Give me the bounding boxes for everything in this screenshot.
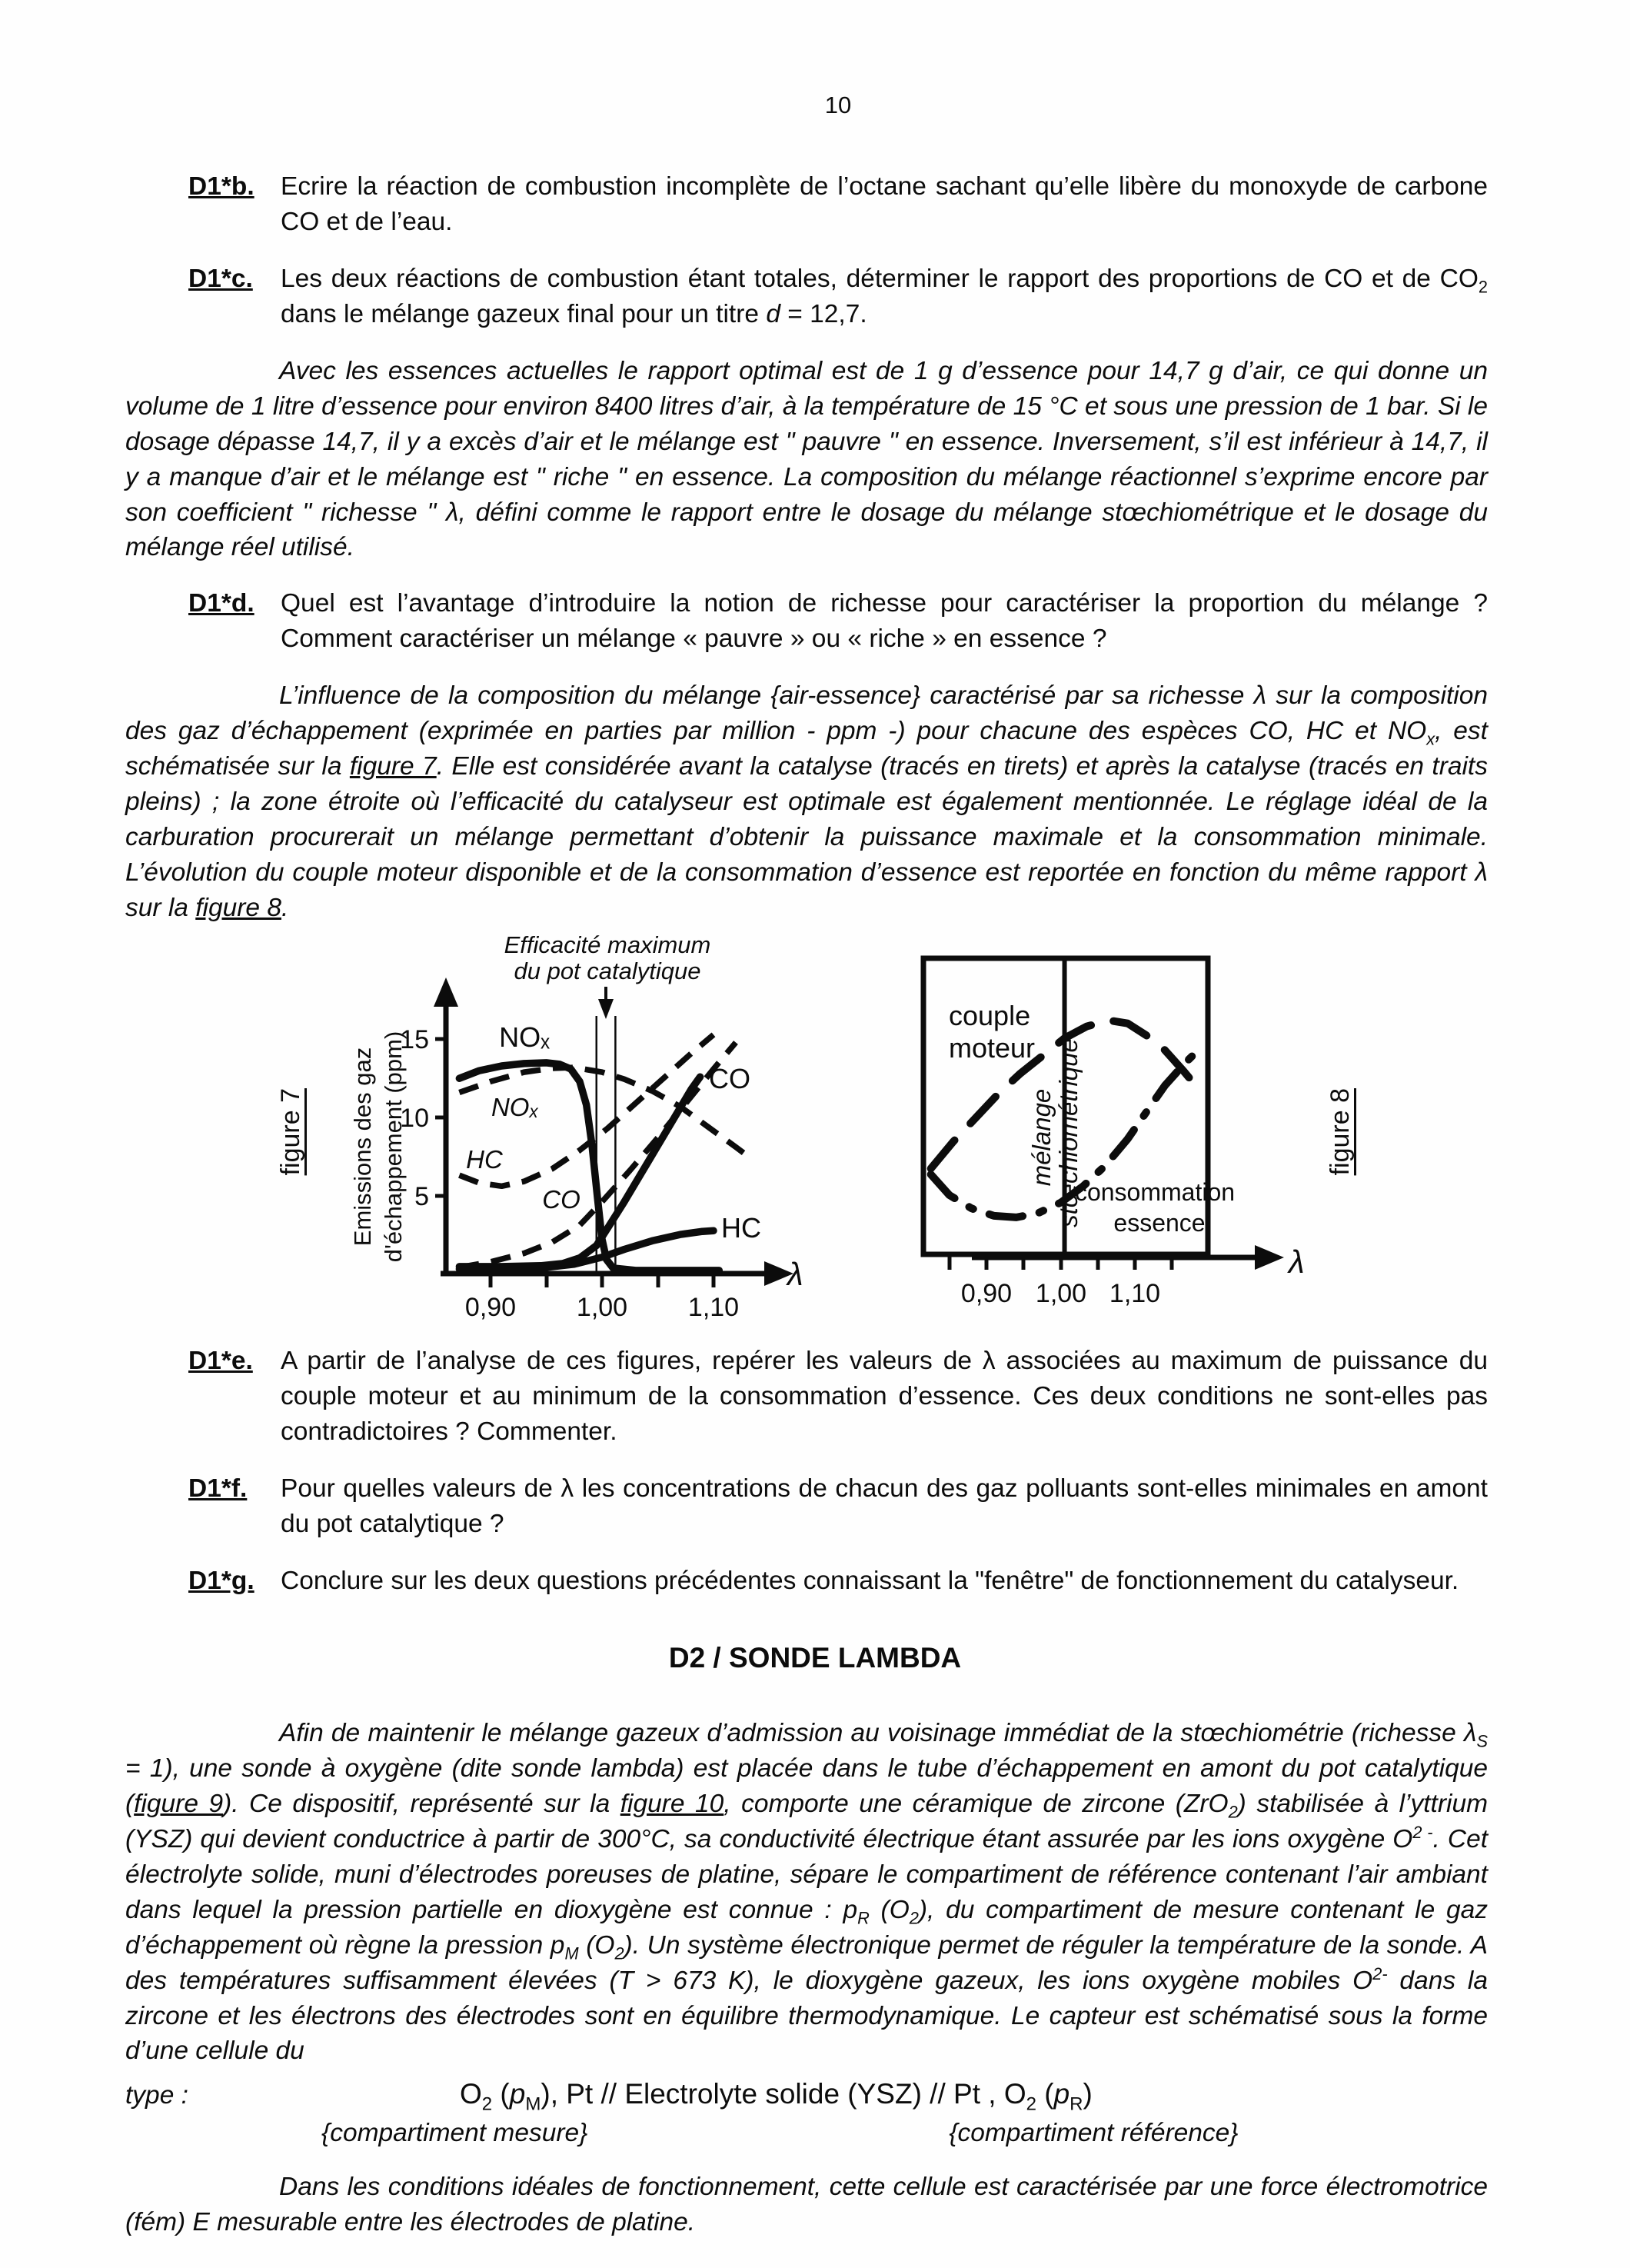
compartment-measure-label: {compartiment mesure} — [321, 2119, 588, 2148]
paragraph-dosage: Avec les essences actuelles le rapport optimal est de 1 g d’essence pour 14,7 g d’air, ce qui donne un volume de 1 litre d’essence pour environ 8400 litres d’air, à la température de 15 °C et sous une pression de 1 bar. Si le dosage dépasse 14,7, il y a excès d’air et le mélange est " pauvre " en essence. Inversement, s’il est inférieur à 14,7, il y a manque d’air et le mélange est " riche " en essence. La composition du mélange réactionnel s’exprime encore par son coefficient " richesse " λ, défini comme le rapport entre le dosage du mélange stœchiométrique et le dosage du mélange réel utilisé. — [125, 357, 1488, 562]
y-tick-label-15: 15 — [399, 1025, 429, 1055]
paragraph-fem: Dans les conditions idéales de fonctionnement, cette cellule est caractérisée par une force électromotrice (fém) E mesurable entre les électrodes de platine. — [125, 2172, 1488, 2236]
label-nox-dashed: NOₓ — [491, 1093, 539, 1122]
label-nox-solid: NOₓ — [498, 1021, 550, 1054]
label-stoechiometrique: stœchiométrique — [1053, 1038, 1083, 1228]
figure8-chart — [881, 931, 1312, 1331]
x-tick-label-090: 0,90 — [960, 1279, 1012, 1309]
question-d1g-text: Conclure sur les deux questions précédentes connaissant la "fenêtre" de fonctionnement du catalyseur. — [281, 1566, 1459, 1595]
cell-type-label: type : — [125, 2081, 188, 2110]
question-d1b-label: D1*b. — [188, 172, 254, 201]
label-co-dashed: CO — [541, 1185, 580, 1214]
question-d1b-text: Ecrire la réaction de combustion incomplète de l’octane sachant qu’elle libère du monoxyde de carbone CO et de l’eau. — [281, 172, 1488, 237]
question-d1f-text: Pour quelles valeurs de λ les concentrations de chacun des gaz polluants sont-elles minimales en amont du pot catalytique ? — [281, 1474, 1488, 1538]
figure7-y-axis-arrow — [434, 977, 458, 1007]
y-tick-label-10: 10 — [399, 1104, 429, 1134]
question-d1e-label: D1*e. — [188, 1347, 253, 1376]
x-tick-label-090: 0,90 — [464, 1293, 516, 1323]
x-tick-label-100: 1,00 — [1035, 1279, 1086, 1309]
label-melange: mélange — [1026, 1089, 1056, 1187]
x-tick-label-110: 1,10 — [687, 1293, 739, 1323]
question-d1d — [188, 586, 1488, 657]
figure7-chart — [331, 931, 807, 1331]
curves-layer — [459, 1016, 752, 1274]
question-d1c-text: Les deux réactions de combustion étant totales, déterminer le rapport des proportions de CO et de $CO_2$ dans le mélange gazeux final pour un titre d = 12,7. — [281, 265, 1488, 329]
compartments-row — [125, 2116, 1488, 2151]
figure8-caption: figure 8 — [1325, 1087, 1355, 1176]
cell-type-row — [125, 2075, 1488, 2114]
label-couple-line2: moteur — [948, 1032, 1035, 1064]
annotation-arrow-head — [598, 999, 614, 1019]
y-tick-label-5: 5 — [414, 1182, 429, 1212]
label-co-solid: CO — [708, 1063, 750, 1095]
question-d1g-label: D1*g. — [188, 1566, 254, 1595]
figure7-caption: figure 7 — [276, 1087, 305, 1176]
figure7-y-label-line1: Emissions des gaz — [348, 1047, 376, 1247]
figure7-y-label-line2: d'échappement (ppm) — [379, 1031, 407, 1263]
figure7-annotation-line1: Efficacité maximum — [504, 931, 710, 959]
label-conso-line1: consommation — [1074, 1178, 1235, 1207]
question-d1e-text: A partir de l’analyse de ces figures, repérer les valeurs de λ associées au maximum de puissance du couple moteur et au minimum de la consommation d’essence. Ces deux conditions ne sont-elles pas contradictoires ? Commenter. — [281, 1347, 1488, 1447]
question-d1f-label: D1*f. — [188, 1474, 248, 1504]
figure7-annotation-line2: du pot catalytique — [514, 957, 701, 985]
paragraph-sonde-lambda: Afin de maintenir le mélange gazeux d’admission au voisinage immédiat de la stœchiométrie (richesse $\lambda_S = 1$), une sonde à oxygène (dite sonde lambda) est placée dans le tube d’échappement en amont du pot catalytique (figure 9). Ce dispositif, représenté sur la figure 10, comporte une céramique de zircone (ZrO$_2$) stabilisée à l’yttrium (YSZ) qui devient conductrice à partir de 300°C, sa conductivité électrique étant assurée par les ions oxygène $O^{2 -}$. Cet électrolyte solide, muni d’électrodes poreuses de platine, sépare le compartiment de référence contenant l’air ambiant dans lequel la pression partielle en dioxygène est connue : $p_R$ $(O_2)$, du compartiment de mesure contenant le gaz d’échappement où règne la pression $p_M$ $(O_2)$. Un système électronique permet de réguler la température de la sonde. A des températures suffisamment élevées (T > 673 K), le dioxygène gazeux, les ions oxygène mobiles $O^{2-}$ dans la zircone et les électrons des électrodes sont en équilibre thermodynamique. Le capteur est schématisé sous la forme d’une cellule du — [125, 1719, 1489, 2066]
section-heading-d2: D2 / SONDE LAMBDA — [668, 1641, 962, 1674]
page-number: 10 — [824, 92, 852, 118]
figure8-x-axis-arrow — [1255, 1245, 1284, 1270]
label-hc-solid: HC — [720, 1212, 761, 1244]
question-d1e — [188, 1344, 1488, 1450]
figure8-lambda-symbol: λ — [1288, 1244, 1305, 1281]
label-couple-line1: couple — [948, 1000, 1030, 1032]
label-conso-line2: essence — [1113, 1209, 1206, 1237]
question-d1g — [188, 1564, 1488, 1599]
compartment-reference-label: {compartiment référence} — [949, 2119, 1239, 2148]
question-d1b — [188, 169, 1488, 240]
question-d1c — [188, 261, 1488, 332]
question-d1d-label: D1*d. — [188, 589, 254, 618]
paragraph-influence: L’influence de la composition du mélange {air-essence} caractérisé par sa richesse λ sur la composition des gaz d’échappement (exprimée en parties par million - ppm -) pour chacune des espèces CO, HC et $NO_x$, est schématisée sur la figure 7. Elle est considérée avant la catalyse (tracés en tirets) et après la catalyse (tracés en traits pleins) ; la zone étroite où l’efficacité du catalyseur est optimale est également mentionnée. Le réglage idéal de la carburation procurerait un mélange permettant d’obtenir la puissance maximale et la consommation minimale. L’évolution du couple moteur disponible et de la consommation d’essence est reportée en fonction du même rapport λ sur la figure 8. — [125, 681, 1488, 922]
question-d1f — [188, 1471, 1488, 1542]
x-tick-label-110: 1,10 — [1109, 1279, 1160, 1309]
x-tick-label-100: 1,00 — [576, 1293, 627, 1323]
cell-formula: $O_2$ $(p_M)$, Pt // Electrolyte solide (YSZ) // Pt , $O_2$ $(p_R)$ — [460, 2078, 1093, 2115]
label-hc-dashed: HC — [465, 1145, 503, 1174]
figure7-lambda-symbol: λ — [787, 1256, 803, 1293]
question-d1c-label: D1*c. — [188, 265, 253, 294]
question-d1d-text: Quel est l’avantage d’introduire la notion de richesse pour caractériser la proportion du mélange ? Comment caractériser un mélange « pauvre » ou « riche » en essence ? — [281, 589, 1488, 654]
figures-row — [273, 931, 1488, 1331]
